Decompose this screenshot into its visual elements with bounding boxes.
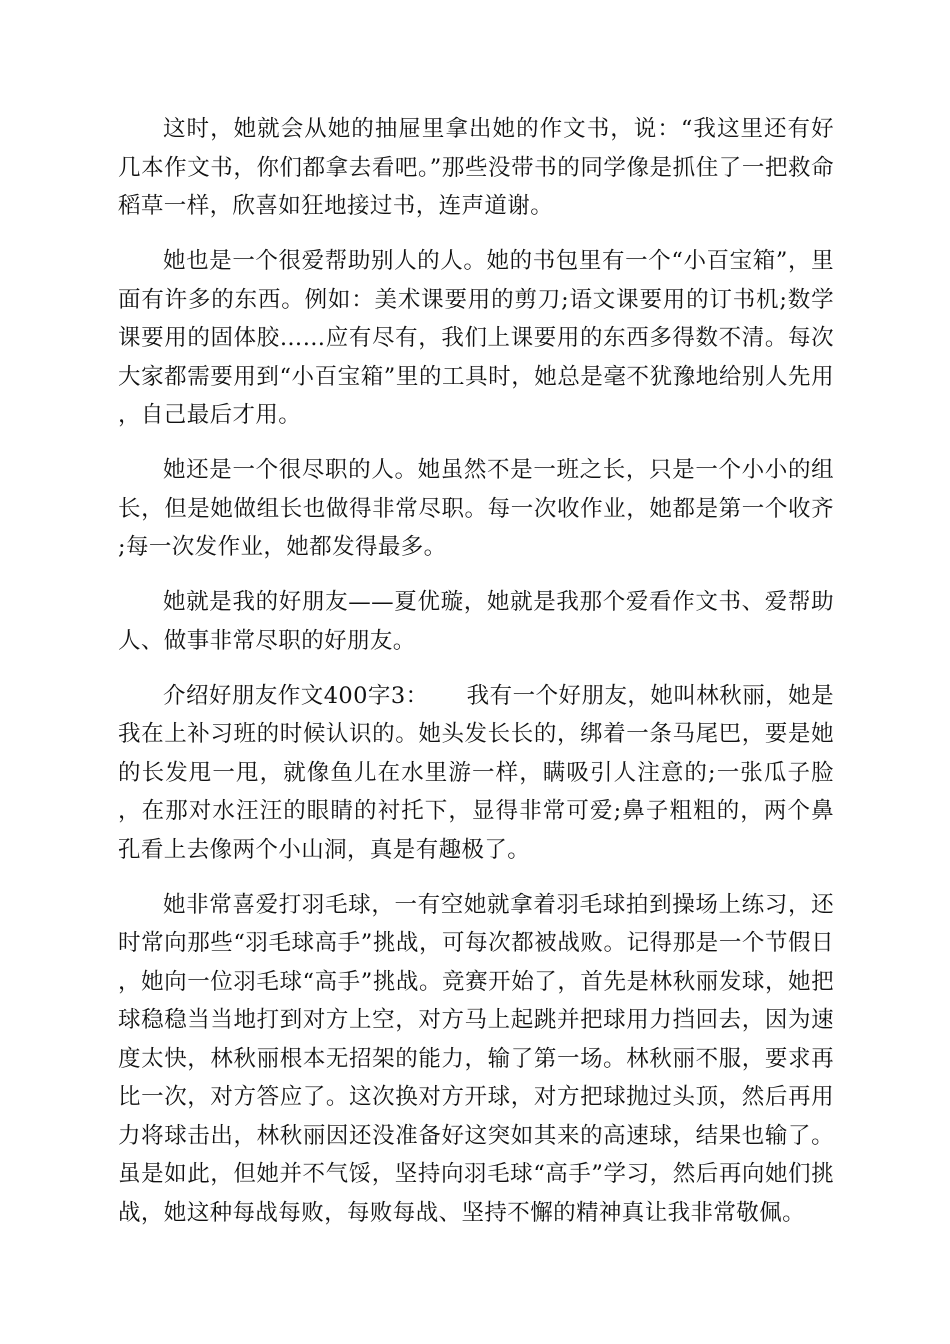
paragraph-6: 她非常喜爱打羽毛球，一有空她就拿着羽毛球拍到操场上练习，还时常向那些“羽毛球高手”挑战，可每次都被战败。记得那是一个节假日，她向一位羽毛球“高手”挑战。竞赛开始了，首先是林秋丽发球，她把球稳稳当当地打到对方上空，对方马上起跳并把球用力挡回去，因为速度太快，林秋丽根本无招架的能力，输了第一场。林秋丽不服，要求再比一次，对方答应了。这次换对方开球，对方把球抛过头顶，然后再用力将球击出，林秋丽因还没准备好这突如其来的高速球，结果也输了。虽是如此，但她并不气馁，坚持向羽毛球“高手”学习，然后再向她们挑战，她这种每战每败，每败每战、坚持不懈的精神真让我非常敬佩。 bbox=[118, 891, 834, 1226]
paragraph-2: 她也是一个很爱帮助别人的人。她的书包里有一个“小百宝箱”，里面有许多的东西。例如：美术课要用的剪刀;语文课要用的订书机;数学课要用的固体胶……应有尽有，我们上课要用的东西多得数不清。每次大家都需要用到“小百宝箱”里的工具时，她总是毫不犹豫地给别人先用，自己最后才用。 bbox=[118, 248, 834, 428]
paragraph-5 bbox=[118, 677, 834, 870]
paragraph-1: 这时，她就会从她的抽屉里拿出她的作文书，说：“我这里还有好几本作文书，你们都拿去看吧。”那些没带书的同学像是抓住了一把救命稻草一样，欣喜如狂地接过书，连声道谢。 bbox=[118, 116, 834, 219]
paragraph-3: 她还是一个很尽职的人。她虽然不是一班之长，只是一个小小的组长，但是她做组长也做得非常尽职。每一次收作业，她都是第一个收齐;每一次发作业，她都发得最多。 bbox=[118, 457, 834, 560]
section-first-text: 我有一个好朋友，她叫林秋丽，她是我在上补习班的时候认识的。她头发长长的，绑着一条马尾巴，要是她的长发甩一甩，就像鱼儿在水里游一样，瞒吸引人注意的;一张瓜子脸，在那对水汪汪的眼睛的衬托下，显得非常可爱;鼻子粗粗的，两个鼻孔看上去像两个小山洞，真是有趣极了。 bbox=[118, 682, 834, 863]
paragraph-4: 她就是我的好朋友——夏优璇，她就是我那个爱看作文书、爱帮助人、做事非常尽职的好朋友。 bbox=[118, 589, 834, 654]
document-body bbox=[118, 110, 834, 1249]
section-heading: 介绍好朋友作文400字3： bbox=[163, 682, 429, 709]
